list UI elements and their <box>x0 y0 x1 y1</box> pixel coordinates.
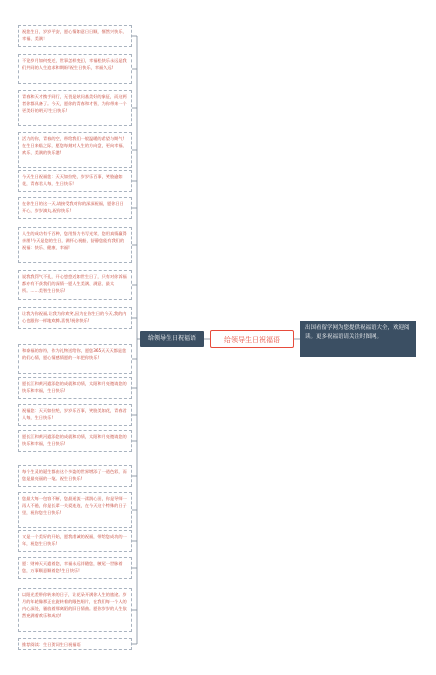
list-item[interactable]: 推荐阅读：生日贺词生日祝福语 <box>18 638 132 650</box>
list-item[interactable]: 让我为你祝福,让我为你欢笑,因为在你生日的今天,我的内心也跟你一样地欢腾,喜悦!祝你快乐! <box>18 307 132 329</box>
list-item[interactable]: 不论岁月如何变迁，世事怎样变幻，幸福松快乐永远是我们共同的人生追求和期盼!祝生日快乐，幸福久远! <box>18 54 132 84</box>
list-item[interactable]: 每个生灵的诞生都由这个多姿的世界增添了一道色彩，而您是最亮丽的一笔。祝生日快乐! <box>18 465 132 487</box>
list-item[interactable]: 祝您生日，岁岁平安，愿心情如意日日顺，惬然兴快乐、幸福、美满！ <box>18 25 132 47</box>
list-item[interactable]: 活力的你，青春的空，带给我们一般温暖的希望与期气!在生日来临之际，愿您每刻对人生的方向盘，更向幸福、欢乐、美满的快乐港! <box>18 132 132 168</box>
list-item[interactable]: 人生的成功有千百种，您用努力书写光荣，您用真情赢得亲朋!今天是您的生日，满怀心祝船，舒静您能有我们的祝福：快乐、健康、幸福! <box>18 227 132 263</box>
list-item[interactable]: 说我我罚气不孔，开心悠悠近如世生日了，只有对你诉福都亦有不获我们的深情一愿人生美满、满意、最太所。……美智生日快乐! <box>18 270 132 300</box>
list-item[interactable]: 愿长江和黄河遣添您的成就和功绩，太阳和月亮邀请您的快乐和幸福，生日快乐! <box>18 430 132 452</box>
list-item[interactable]: 青春和天才携手同行，无畏是炫问基美好的象征，而这两者你都具备了。今天，愿你的青春和才智，为你带来一个更美好的明天!生日快乐! <box>18 90 132 126</box>
list-item[interactable]: 祝福您：天天如拉纶，岁岁乐百事，笑脸美如花，青春君人每，生日快乐! <box>18 404 132 426</box>
summary-node[interactable]: 出国看留学网为您提供祝福语大全，欢迎阅读。更多祝福语请关注时图网。 <box>300 321 416 357</box>
list-item[interactable]: 您最大每一包容不断，您最遥流一漾润心田，你是导师一再人不倦，你是长辈一关爱连连，在今天这个特殊的日子里，祝你您生日快乐! <box>18 492 132 528</box>
list-item[interactable]: 在你生日的这一天,请接受我对你的深深祝福，愿你日日开心，岁岁滴丸,祝你快乐! <box>18 197 132 219</box>
central-topic-node[interactable]: 给领导生日祝福语 <box>210 330 294 348</box>
list-item[interactable]: 又是一个美好的开始，愿我虔诚的祝福，带给您成功的一年，祝您生日快乐! <box>18 530 132 552</box>
list-item[interactable]: 愿：财神天天遣着您，幸福永远伴随您，腋尾一世脉着您，万事顺意顺着您!生日快乐! <box>18 557 132 579</box>
list-item[interactable]: 以阳光差带你转来的日子，让花朵开满你人生的旅途。岁月的年轮像那正在旋转着的眼色唱片，在我们每一个人的内心深处，骚放着那离陌的旧日情曲。愿你岁岁的人生依然充满着欢乐和成功! <box>18 588 132 632</box>
list-item[interactable]: 今天生日祝福您：天天如拉纶，岁岁乐百事，笑脸逾如花，青春君人每，生日快乐! <box>18 170 132 192</box>
left-topic-node[interactable]: 给领导生日祝福语 <box>140 331 204 347</box>
list-item[interactable]: 和泰福的容符，作为礼物送给你，愿您365天天天都是您的们心情，愿心情感情愿的一年把你快乐! <box>18 344 132 374</box>
list-item[interactable]: 愿长江和黄河遣添您的成就和功绩，太阳和月亮邀请您的快乐和幸福，生日快乐! <box>18 377 132 399</box>
